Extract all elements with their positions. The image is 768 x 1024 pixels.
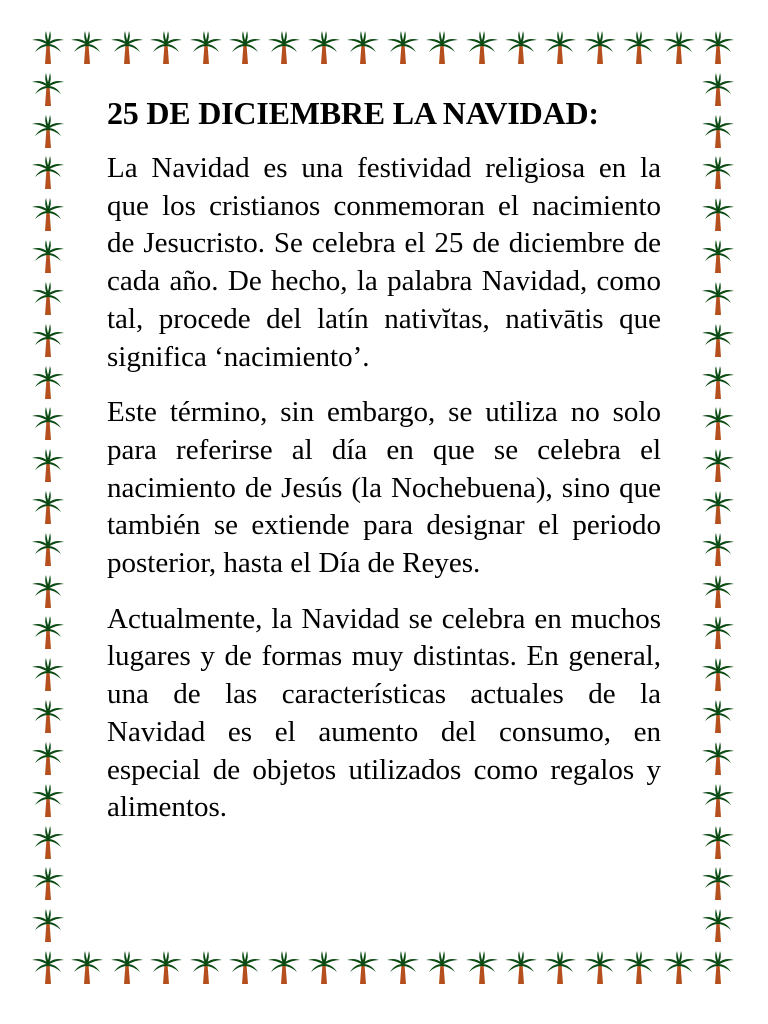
palm-tree-icon	[700, 532, 736, 568]
palm-tree-icon	[661, 30, 697, 66]
palm-tree-icon	[700, 574, 736, 610]
paragraph-3: Actualmente, la Navidad se celebra en muchos lugares y de formas muy distintas. En general, una de las características actuales de la Navidad es el aumento del consumo, en especial de objetos utilizados como regalos y alimentos.	[107, 602, 661, 824]
palm-tree-icon	[700, 657, 736, 693]
palm-tree-icon	[227, 950, 263, 986]
palm-tree-icon	[700, 950, 736, 986]
palm-tree-icon	[30, 448, 66, 484]
palm-tree-icon	[266, 30, 302, 66]
palm-tree-icon	[700, 197, 736, 233]
palm-tree-icon	[700, 155, 736, 191]
document-body	[107, 90, 661, 845]
palm-tree-icon	[503, 950, 539, 986]
palm-tree-icon	[30, 323, 66, 359]
palm-tree-icon	[700, 825, 736, 861]
palm-tree-icon	[700, 323, 736, 359]
paragraph-1: La Navidad es una festividad religiosa en la que los cristianos conmemoran el nacimiento de Jesucristo. Se celebra el 25 de diciembre de cada año. De hecho, la palabra Navidad, como tal, procede del latín nativĭtas, nativātis que significa ‘nacimiento’.	[107, 152, 661, 373]
palm-tree-icon	[700, 699, 736, 735]
palm-tree-icon	[30, 197, 66, 233]
palm-tree-icon	[345, 950, 381, 986]
palm-tree-icon	[148, 950, 184, 986]
palm-tree-icon	[542, 30, 578, 66]
palm-tree-icon	[148, 30, 184, 66]
palm-tree-icon	[621, 950, 657, 986]
palm-tree-icon	[700, 406, 736, 442]
palm-tree-icon	[306, 950, 342, 986]
palm-tree-icon	[69, 30, 105, 66]
palm-tree-icon	[30, 908, 66, 944]
palm-tree-icon	[700, 114, 736, 150]
palm-tree-icon	[700, 281, 736, 317]
palm-tree-icon	[30, 699, 66, 735]
palm-tree-icon	[542, 950, 578, 986]
palm-tree-icon	[464, 30, 500, 66]
palm-tree-icon	[188, 950, 224, 986]
palm-tree-icon	[69, 950, 105, 986]
palm-tree-icon	[30, 239, 66, 275]
palm-tree-icon	[345, 30, 381, 66]
palm-tree-icon	[700, 908, 736, 944]
palm-tree-icon	[109, 950, 145, 986]
palm-tree-icon	[188, 30, 224, 66]
palm-tree-icon	[30, 825, 66, 861]
palm-tree-icon	[700, 72, 736, 108]
palm-tree-icon	[30, 114, 66, 150]
palm-tree-icon	[621, 30, 657, 66]
palm-tree-icon	[266, 950, 302, 986]
palm-tree-icon	[30, 574, 66, 610]
palm-tree-icon	[30, 406, 66, 442]
palm-tree-icon	[30, 365, 66, 401]
palm-tree-icon	[700, 30, 736, 66]
palm-tree-icon	[464, 950, 500, 986]
palm-tree-icon	[30, 532, 66, 568]
palm-tree-icon	[30, 72, 66, 108]
palm-tree-icon	[227, 30, 263, 66]
paragraph-2: Este término, sin embargo, se utiliza no solo para referirse al día en que se celebra el nacimiento de Jesús (la Nochebuena), sino que también se extiende para designar el periodo posterior, hasta el Día de Reyes.	[107, 396, 661, 580]
palm-tree-icon	[424, 30, 460, 66]
palm-tree-icon	[582, 950, 618, 986]
palm-tree-icon	[385, 30, 421, 66]
palm-tree-icon	[700, 448, 736, 484]
palm-tree-icon	[30, 30, 66, 66]
palm-tree-icon	[700, 615, 736, 651]
palm-tree-icon	[30, 866, 66, 902]
palm-tree-icon	[700, 239, 736, 275]
palm-tree-icon	[700, 783, 736, 819]
palm-tree-icon	[30, 155, 66, 191]
palm-tree-icon	[503, 30, 539, 66]
palm-tree-icon	[109, 30, 145, 66]
palm-tree-icon	[700, 365, 736, 401]
palm-tree-icon	[700, 490, 736, 526]
palm-tree-icon	[30, 783, 66, 819]
palm-tree-icon	[30, 281, 66, 317]
palm-tree-icon	[306, 30, 342, 66]
page-title: 25 DE DICIEMBRE LA NAVIDAD:	[107, 95, 599, 131]
palm-tree-icon	[700, 866, 736, 902]
palm-tree-icon	[424, 950, 460, 986]
palm-tree-icon	[700, 741, 736, 777]
palm-tree-icon	[582, 30, 618, 66]
palm-tree-icon	[661, 950, 697, 986]
palm-tree-icon	[30, 615, 66, 651]
palm-tree-icon	[30, 741, 66, 777]
palm-tree-icon	[30, 950, 66, 986]
palm-tree-icon	[30, 490, 66, 526]
palm-tree-icon	[30, 657, 66, 693]
palm-tree-icon	[385, 950, 421, 986]
